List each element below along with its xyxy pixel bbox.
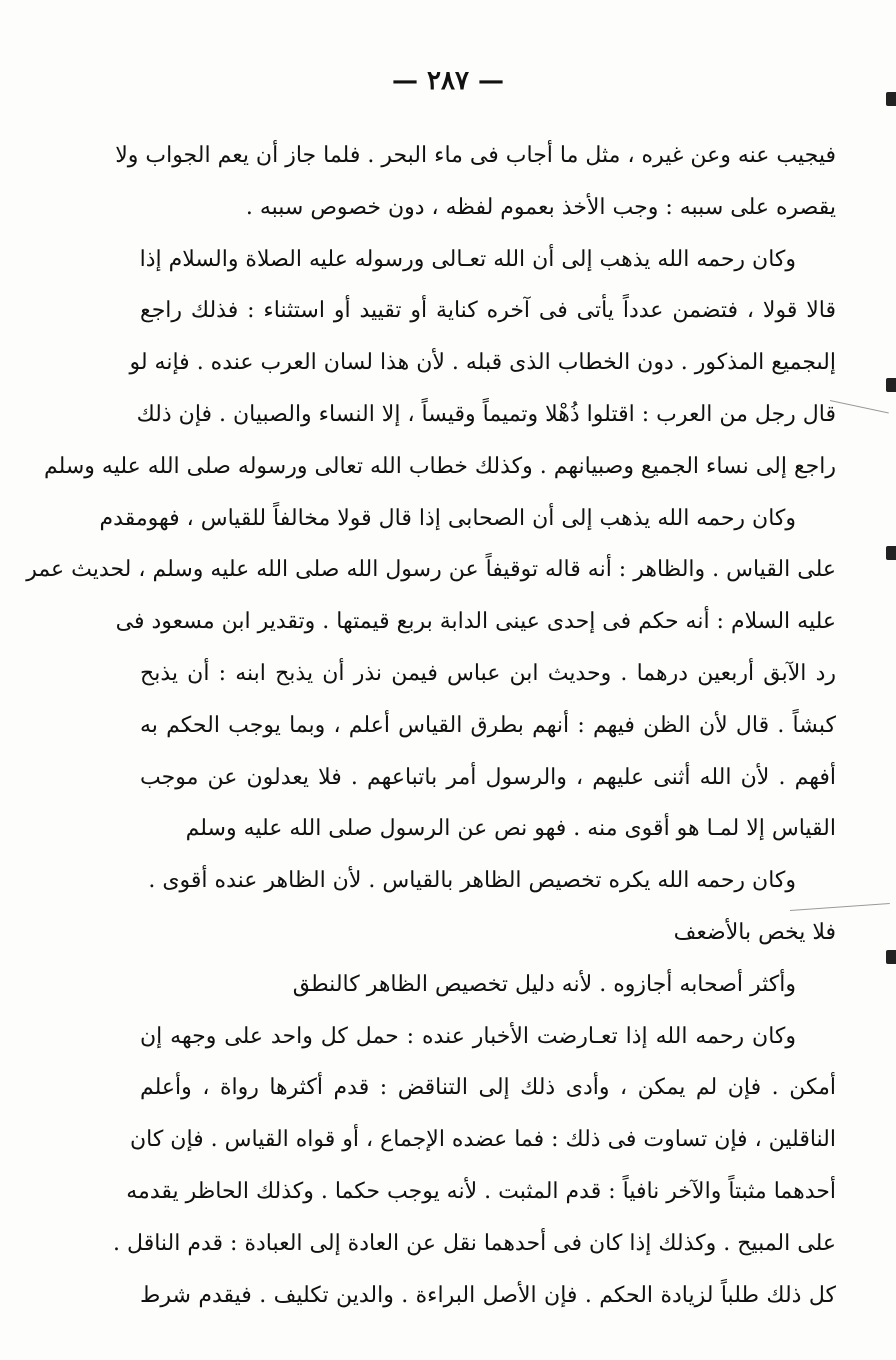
body-text: [26, 130, 836, 1321]
text-line: على القياس . والظاهر : أنه قاله توقيفاً عن رسول الله صلى الله عليه وسلم ، لحديث عمر: [26, 557, 836, 583]
text-line: فيجيب عنه وعن غيره ، مثل ما أجاب فى ماء البحر . فلما جاز أن يعم الجواب ولا: [115, 143, 836, 168]
text-line: الناقلين ، فإن تساوت فى ذلك : فما عضده الإجماع ، أو قواه القياس . فإن كان: [129, 1127, 836, 1153]
binding-mark: [886, 92, 896, 106]
text-line: رد الآبق أربعين درهما . وحديث ابن عباس فيمن نذر أن يذبح ابنه : أن يذبح: [140, 660, 836, 686]
binding-mark: [886, 950, 896, 964]
text-line: وكان رحمه الله يذهب إلى أن الله تعـالى ورسوله عليه الصلاة والسلام إذا: [139, 246, 796, 272]
page-number: — ٢٨٧ —: [391, 66, 505, 96]
text-line: أفهم . لأن الله أثنى عليهم ، والرسول أمر باتباعهم . فلا يعدلون عن موجب: [140, 764, 836, 790]
text-line: كبشاً . قال لأن الظن فيهم : أنهم بطرق القياس أعلم ، وبما يوجب الحكم به: [140, 712, 836, 738]
text-line: فلا يخص بالأضعف: [673, 919, 836, 945]
text-line: عليه السلام : أنه حكم فى إحدى عينى الدابة بربع قيمتها . وتقدير ابن مسعود فى: [115, 609, 836, 635]
text-line: كل ذلك طلباً لزيادة الحكم . فإن الأصل البراءة . والدين تكليف . فيقدم شرط: [140, 1282, 836, 1308]
text-line: أمكن . فإن لم يمكن ، وأدى ذلك إلى التناقض : قدم أكثرها رواة ، وأعلم: [140, 1075, 836, 1101]
margin-scratch: [830, 400, 889, 413]
text-line: راجع إلى نساء الجميع وصبيانهم . وكذلك خطاب الله تعالى ورسوله صلى الله عليه وسلم: [43, 453, 836, 479]
text-line: وكان رحمه الله يذهب إلى أن الصحابى إذا قال قولا مخالفاً للقياس ، فهومقدم: [99, 505, 796, 531]
binding-mark: [886, 546, 896, 560]
text-line: وأكثر أصحابه أجازوه . لأنه دليل تخصيص الظاهر كالنطق: [292, 971, 796, 997]
text-line: أحدهما مثبتاً والآخر نافياً : قدم المثبت . لأنه يوجب حكما . وكذلك الحاظر يقدمه: [126, 1178, 836, 1204]
text-line: على المبيح . وكذلك إذا كان فى أحدهما نقل عن العادة إلى العبادة : قدم الناقل .: [113, 1230, 836, 1256]
text-line: قال رجل من العرب : اقتلوا ذُهْلا وتميماً وقيساً ، إلا النساء والصبيان . فإن ذلك: [136, 401, 836, 427]
text-line: إلىجميع المذكور . دون الخطاب الذى قبله . لأن هذا لسان العرب عنده . فإنه لو: [129, 350, 836, 376]
text-line: وكان رحمه الله إذا تعـارضت الأخبار عنده : حمل كل واحد على وجهه إن: [140, 1023, 796, 1049]
text-line: قالا قولا ، فتضمن عدداً يأتى فى آخره كناية أو تقييد أو استثناء : فذلك راجع: [140, 298, 836, 324]
text-line: القياس إلا لمـا هو أقوى منه . فهو نص عن الرسول صلى الله عليه وسلم: [185, 816, 836, 842]
text-line: وكان رحمه الله يكره تخصيص الظاهر بالقياس . لأن الظاهر عنده أقوى .: [148, 868, 796, 894]
text-line: يقصره على سببه : وجب الأخذ بعموم لفظه ، دون خصوص سببه .: [245, 194, 836, 220]
binding-mark: [886, 378, 896, 392]
